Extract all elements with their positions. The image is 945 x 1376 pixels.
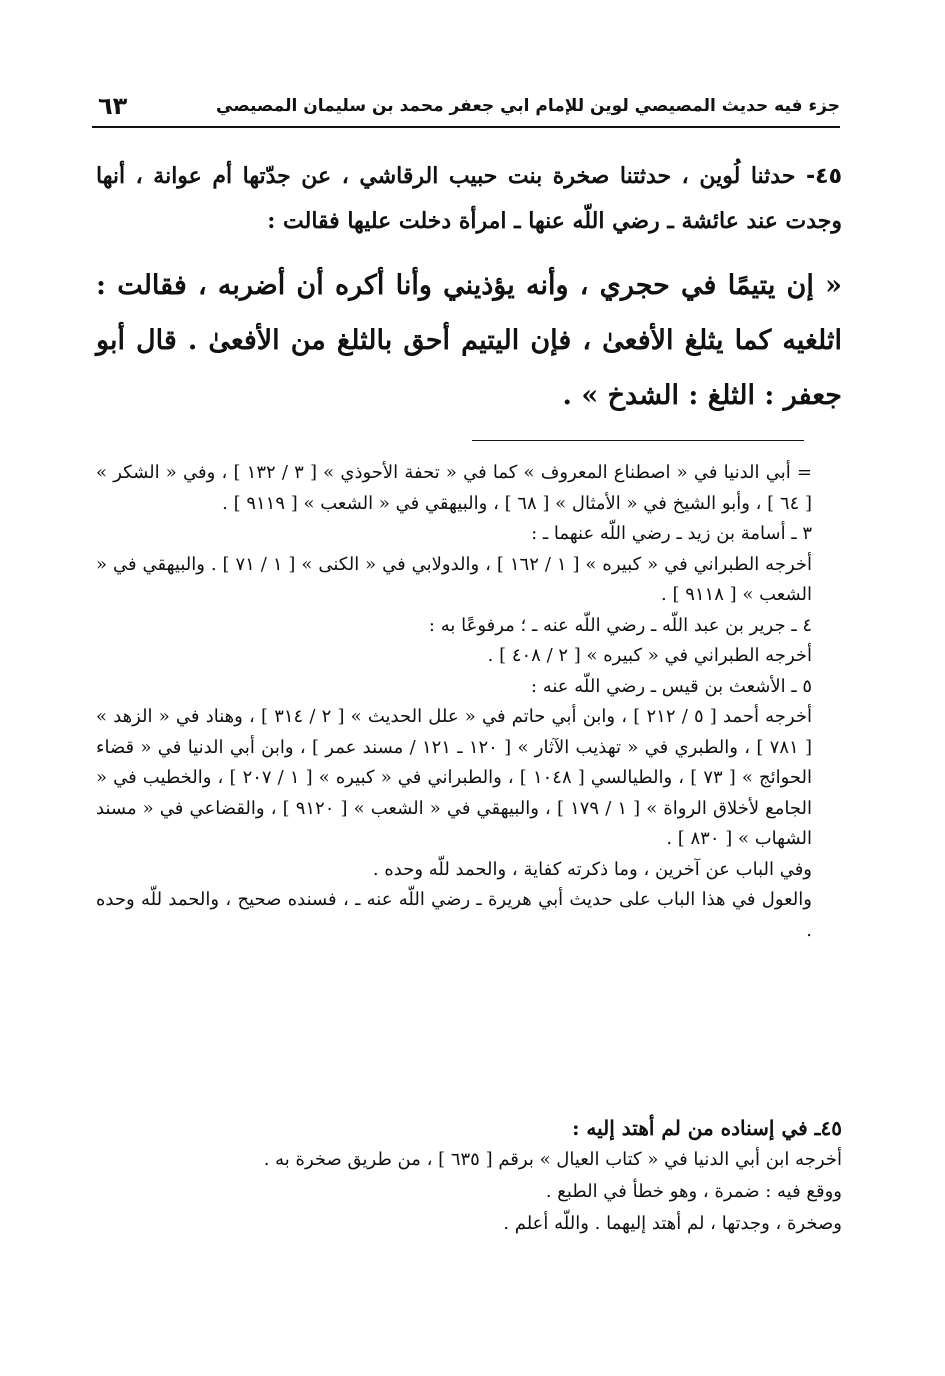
footnote-line: ٤ ـ جرير بن عبد اللّه ـ رضي اللّه عنه ـ ؛ مرفوعًا به : [428,614,812,636]
footnote-line: وفي الباب عن آخرين ، وما ذكرته كفاية ، والحمد للّه وحده . [372,858,812,880]
running-header [90,92,840,126]
footnote-45 [96,1112,842,1240]
main-text [96,154,842,423]
footnotes [96,458,812,946]
footnote-45-line: وصخرة ، وجدتها ، لم أهتد إليهما . واللّه أعلم . [503,1213,842,1234]
footnote-line: ٣ ـ أسامة بن زيد ـ رضي اللّه عنهما ـ : [531,523,812,544]
header-rule [92,126,840,128]
footnote-line: = أبي الدنيا في « اصطناع المعروف » كما في « تحفة الأحوذي » [ ٣ / ١٣٢ ] ، وفي « الشكر » [ ٦٤ ] ، وأبو الشيخ في « الأمثال » [ ٦٨ ] ، والبيهقي في « الشعب » [ ٩١١٩ ] . [96,462,812,514]
footnote-line: ٥ ـ الأشعث بن قيس ـ رضي اللّه عنه : [530,675,812,697]
hadith-intro-paragraph [96,154,842,244]
footnote-line: أخرجه الطبراني في « كبيره » [ ١ / ١٦٢ ] ، والدولابي في « الكنى » [ ١ / ٧١ ] . والبيهقي في « الشعب » [ ٩١١٨ ] . [96,553,813,605]
footnote-45-line: ووقع فيه : ضمرة ، وهو خطأ في الطبع . [545,1181,842,1202]
footnote-45-heading: ٤٥ـ في إسناده من لم أهتد إليه : [572,1116,842,1140]
footnote-line: والعول في هذا الباب على حديث أبي هريرة ـ رضي اللّه عنه ـ ، فسنده صحيح ، والحمد للّه وحده . [96,889,812,941]
header-title: جزء فيه حديث المصيصي لوين للإمام ابي جعفر محمد بن سليمان المصيصي [216,96,840,116]
hadith-body: « إن يتيمًا في حجري ، وأنه يؤذيني وأنا أكره أن أضربه ، فقالت : اثلغيه كما يثلغ الأفعىٰ ، فإن اليتيم أحق بالثلغ من الأفعىٰ . قال أبو جعفر : الثلغ : الشدخ » . [96,270,842,411]
hadith-number: ٤٥- [806,164,842,189]
footnote-separator [472,440,804,441]
page-number: ٦٣ [98,92,128,120]
footnote-line: أخرجه الطبراني في « كبيره » [ ٢ / ٤٠٨ ] . [487,645,812,666]
footnote-line: أخرجه أحمد [ ٥ / ٢١٢ ] ، وابن أبي حاتم في « علل الحديث » [ ٢ / ٣١٤ ] ، وهناد في « الزهد » [ ٧٨١ ] ، والطبري في « تهذيب الآثار » [ ١٢٠ ـ ١٢١ / مسند عمر ] ، وابن أبي الدنيا في « قضاء الحوائج » [ ٧٣ ] ، والطيالسي [ ١٠٤٨ ] ، والطبراني في « كبيره » [ ١ / ٢٠٧ ] ، والخطيب في « الجامع لأخلاق الرواة » [ ١ / ١٧٩ ] ، والبيهقي في « الشعب » [ ٩١٢٠ ] ، والقضاعي في « مسند الشهاب » [ ٨٣٠ ] . [96,706,813,849]
footnote-45-line: أخرجه ابن أبي الدنيا في « كتاب العيال » برقم [ ٦٣٥ ] ، من طريق صخرة به . [263,1149,842,1170]
footnote-45-lines [126,1144,842,1240]
hadith-intro-text: حدثنا لُوين ، حدثتنا صخرة بنت حبيب الرقاشي ، عن جدّتها أم عوانة ، أنها وجدت عند عائشة ـ رضي اللّه عنها ـ امرأة دخلت عليها فقالت : [96,163,842,234]
